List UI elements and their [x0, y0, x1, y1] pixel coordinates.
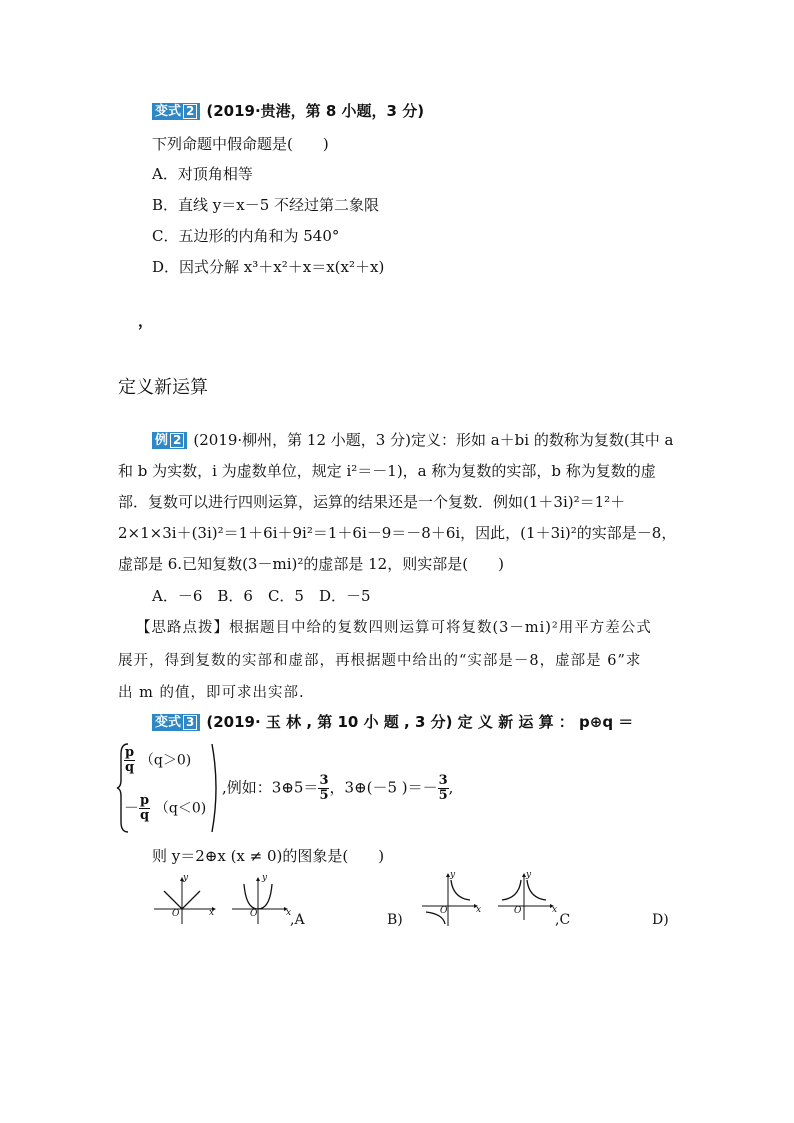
axis-x-label: x [552, 905, 558, 915]
variant3-header [152, 712, 633, 732]
graph-option-c [418, 872, 484, 930]
variant3-intro: (2019· 玉 林 , 第 10 小 题 , 3 分) 定 义 新 运 算 ： p⊕q ＝ [206, 713, 634, 731]
stray-comma: ， [138, 312, 154, 330]
axis-x-label: x [209, 908, 215, 918]
variant2-option-c: C．五边形的内角和为 540° [152, 227, 340, 245]
right-paren [210, 742, 222, 834]
variant2-option-d: D．因式分解 x³＋x²＋x＝x(x²＋x) [152, 258, 385, 276]
piece-case-2: － $\frac{p}{q}$ （q＜0) [124, 793, 207, 823]
example2-line-4: 2×1×3i＋(3i)²＝1＋6i＋9i²＝1＋6i－9＝－8＋6i，因此，(1＋3i)²的实部是－8， [118, 524, 677, 542]
fraction-p-over-q-neg: $\frac{p}{q}$ [140, 793, 150, 823]
example2-line-3: 部．复数可以进行四则运算，运算的结果还是一个复数．例如(1＋3i)²＝1²＋ [118, 493, 626, 511]
example-computation: ,例如：3⊕5＝ $\frac{3}{5}$ ，3⊕(－5 )＝－ $\frac{3}{5}$ , [222, 773, 454, 803]
origin-label: O [514, 906, 522, 916]
graph-option-b [228, 876, 294, 928]
variant3-question: 则 y＝2⊕x (x ≠ 0)的图象是( ) [152, 847, 385, 865]
axis-y-label: y [183, 873, 189, 883]
axis-y-label: y [526, 870, 532, 880]
variant-tag: 变式 3 [152, 714, 200, 731]
variant2-option-b: B．直线 y＝x－5 不经过第二象限 [152, 196, 380, 214]
piece-case-1: $\frac{p}{q}$ （q＞0) [125, 745, 192, 775]
origin-label: O [172, 909, 180, 919]
hint-line-3: 出 m 的值，即可求出实部. [118, 685, 305, 701]
variant2-question: 下列命题中假命题是( ) [152, 135, 329, 153]
variant2-source: (2019·贵港，第 8 小题，3 分) [206, 102, 425, 120]
graph-label-c: ,C [555, 912, 571, 928]
origin-label: O [440, 906, 448, 916]
variant-tag: 变式 2 [152, 103, 200, 120]
graph-label-b: B) [387, 912, 403, 928]
example2-line-5: 虚部是 6.已知复数(3－mi)²的虚部是 12，则实部是( ) [118, 555, 504, 573]
section-title: 定义新运算 [118, 377, 208, 398]
example2-options: A．－6 B．6 C．5 D．－5 [152, 587, 371, 605]
example2-line-2: 和 b 为实数，i 为虚数单位，规定 i²＝－1)，a 称为复数的实部，b 称为复数的虚 [118, 462, 656, 480]
example2-line-1: 例 2 (2019·柳州，第 12 小题，3 分)定义：形如 a＋bi 的数称为复数(其中 a [152, 430, 673, 450]
graph-label-d: D) [652, 912, 669, 928]
hint-line-2: 展开，得到复数的实部和虚部，再根据题中给出的“实部是－8，虚部是 6”求 [118, 653, 642, 669]
axis-x-label: x [476, 905, 482, 915]
graph-option-a [150, 876, 222, 928]
fraction-p-over-q: $\frac{p}{q}$ [125, 745, 135, 775]
example-tag: 例 2 [152, 432, 187, 449]
axis-y-label: y [450, 870, 456, 880]
axis-x-label: x [286, 908, 292, 918]
graph-label-a: ,A [290, 912, 305, 928]
origin-label: O [250, 909, 258, 919]
variant2-header [152, 101, 424, 121]
variant2-option-a: A．对顶角相等 [152, 165, 253, 183]
axis-y-label: y [262, 873, 268, 883]
hint-line-1: 【思路点拨】根据题目中给的复数四则运算可将复数(3－mi)²用平方差公式 [136, 620, 652, 636]
